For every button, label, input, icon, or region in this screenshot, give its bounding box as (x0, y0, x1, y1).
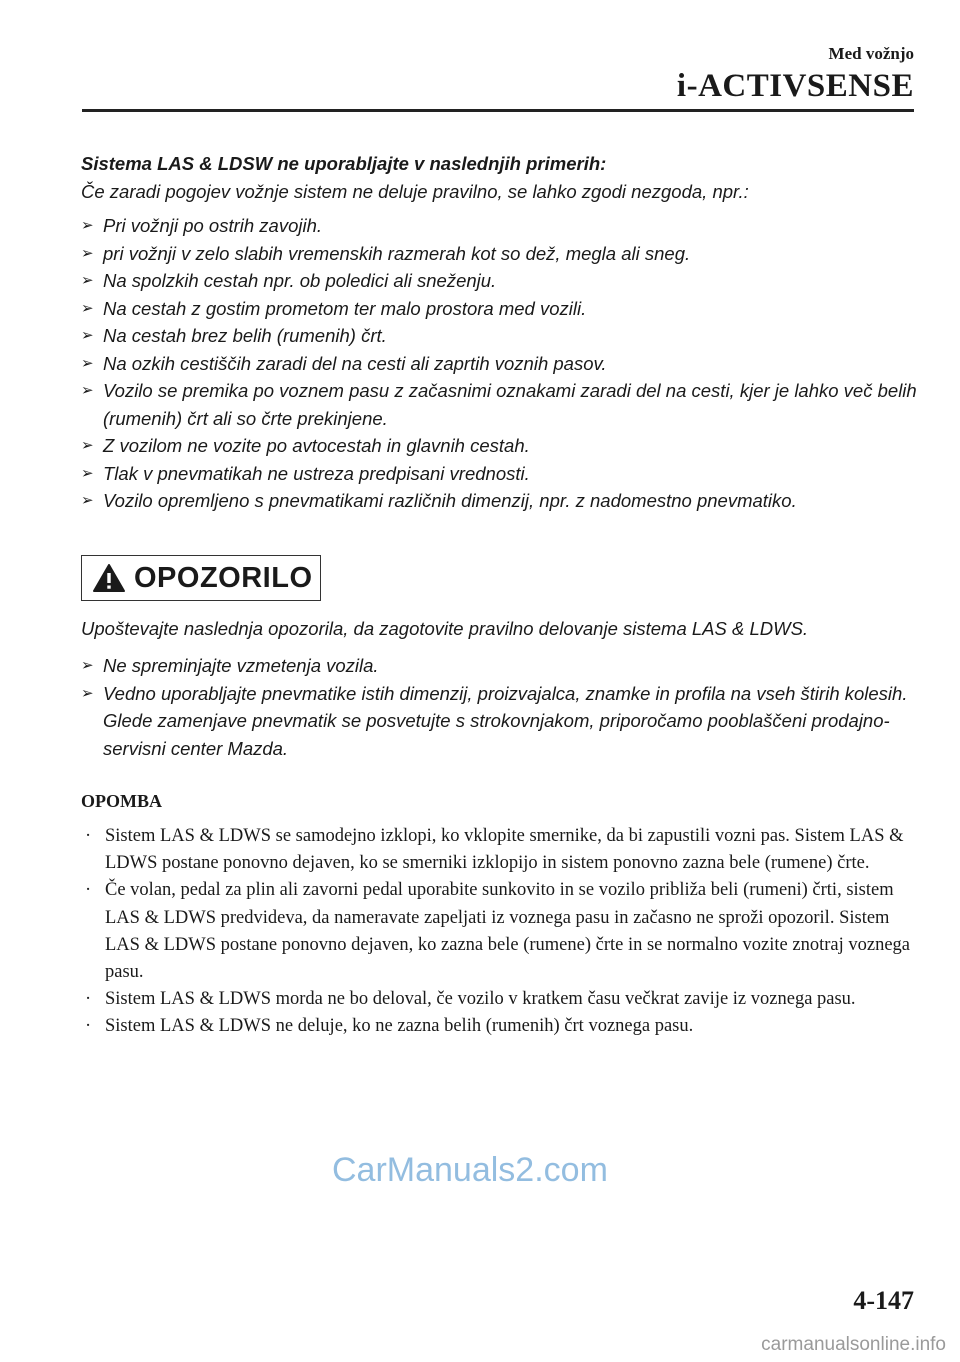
case-item-text: Tlak v pnevmatikah ne ustreza predpisani vrednosti. (103, 462, 530, 484)
case-item (81, 460, 917, 488)
watermark-text: CarManuals2.com (332, 1151, 608, 1189)
case-item (81, 212, 917, 240)
arrow-bullet-icon: ➢ (81, 684, 94, 702)
arrow-bullet-icon: ➢ (81, 437, 94, 454)
dot-bullet-icon: · (85, 989, 92, 1010)
case-item (81, 350, 917, 378)
case-item-text: Na cestah z gostim prometom ter malo prostora med vozili. (103, 297, 587, 319)
dot-bullet-icon: · (85, 1016, 92, 1037)
arrow-bullet-icon: ➢ (81, 354, 94, 372)
case-item (81, 240, 917, 268)
arrow-bullet-icon: ➢ (81, 492, 94, 509)
warning-item (81, 652, 917, 680)
warning-section (81, 614, 917, 762)
intro-section (81, 153, 917, 515)
warning-triangle-icon (92, 563, 126, 593)
arrow-bullet-icon: ➢ (81, 382, 94, 399)
dot-bullet-icon: · (85, 826, 92, 846)
page-header (677, 44, 914, 105)
case-item (81, 295, 917, 323)
note-title: OPOMBA (81, 791, 162, 811)
note-item-text: Sistem LAS & LDWS morda ne bo deloval, če vozilo v kratkem času večkrat zavije iz voznega pasu. (105, 989, 856, 1010)
cases-list (81, 212, 917, 515)
warning-item (81, 680, 917, 763)
header-divider (82, 109, 914, 112)
intro-heading: Sistema LAS & LDSW ne uporabljajte v naslednjih primerih: (81, 153, 607, 174)
case-item-text: Vozilo opremljeno s pnevmatikami različnih dimenzij, npr. z nadomestno pnevmatiko. (103, 490, 797, 511)
note-item (81, 877, 921, 986)
section-title: Med vožnjo (828, 44, 914, 63)
case-item-text: Z vozilom ne vozite po avtocestah in glavnih cestah. (103, 435, 530, 456)
note-item-text: Če volan, pedal za plin ali zavorni pedal uporabite sunkovito in se vozilo približa beli (rumeni) črti, sistem LAS & LDWS predvideva, da nameravate zapeljati iz voznega pasu in začasno ne sproži opozoril. Sistem LAS & LDWS postane ponovno dejaven, ko zazna bele (rumene) črte in se normalno vozite znotraj voznega pasu. (105, 880, 910, 983)
arrow-bullet-icon: ➢ (81, 327, 94, 344)
intro-text: Če zaradi pogojev vožnje sistem ne deluje pravilno, se lahko zgodi nezgoda, npr.: (81, 181, 749, 202)
arrow-bullet-icon: ➢ (81, 657, 94, 674)
warning-box (81, 555, 321, 601)
case-item (81, 432, 917, 460)
arrow-bullet-icon: ➢ (81, 272, 94, 289)
note-item-text: Sistem LAS & LDWS ne deluje, ko ne zazna belih (rumenih) črt voznega pasu. (105, 1016, 694, 1037)
chapter-title: i-ACTIVSENSE (676, 68, 914, 104)
note-item (81, 986, 921, 1013)
dot-bullet-icon: · (85, 880, 92, 901)
case-item-text: Vozilo se premika po voznem pasu z začasnimi oznakami zaradi del na cesti, kjer je lahko več belih (rumenih) črt ali so črte prekinjene. (103, 380, 917, 429)
case-item (81, 267, 917, 295)
case-item-text: Na cestah brez belih (rumenih) črt. (103, 325, 387, 346)
arrow-bullet-icon: ➢ (81, 244, 94, 262)
warning-text: Upoštevajte naslednja opozorila, da zagotovite pravilno delovanje sistema LAS & LDWS. (81, 618, 809, 639)
warning-item-text: Vedno uporabljajte pnevmatike istih dimenzij, proizvajalca, znamke in profila na vseh štirih kolesih. Glede zamenjave pnevmatik se posvetujte s strokovnjakom, priporočamo pooblaščeni prodajno-servisni center Mazda. (103, 682, 908, 759)
case-item-text: Na spolzkih cestah npr. ob poledici ali sneženju. (103, 270, 497, 291)
case-item (81, 487, 917, 515)
case-item (81, 377, 917, 432)
arrow-bullet-icon: ➢ (81, 464, 94, 482)
note-item (81, 823, 921, 877)
case-item-text: pri vožnji v zelo slabih vremenskih razmerah kot so dež, megla ali sneg. (103, 242, 691, 264)
warning-item-text: Ne spreminjajte vzmetenja vozila. (103, 655, 379, 676)
footer-mark: carmanualsonline.info (761, 1334, 946, 1355)
page-number: 4-147 (853, 1286, 914, 1315)
case-item-text: Pri vožnji po ostrih zavojih. (103, 215, 323, 236)
warning-list (81, 652, 917, 762)
case-item (81, 322, 917, 350)
warning-title: OPOZORILO (134, 561, 313, 594)
note-item (81, 1013, 921, 1040)
case-item-text: Na ozkih cestiščih zaradi del na cesti ali zaprtih voznih pasov. (103, 352, 607, 374)
arrow-bullet-icon: ➢ (81, 217, 94, 234)
note-list (81, 823, 921, 1041)
note-item-text: Sistem LAS & LDWS se samodejno izklopi, ko vklopite smernike, da bi zapustili vozni pas. Sistem LAS & LDWS postane ponovno dejaven, ko se smerniki izklopijo in sistem ponovno zazna bele (rumene) črte. (105, 826, 904, 874)
arrow-bullet-icon: ➢ (81, 299, 94, 317)
